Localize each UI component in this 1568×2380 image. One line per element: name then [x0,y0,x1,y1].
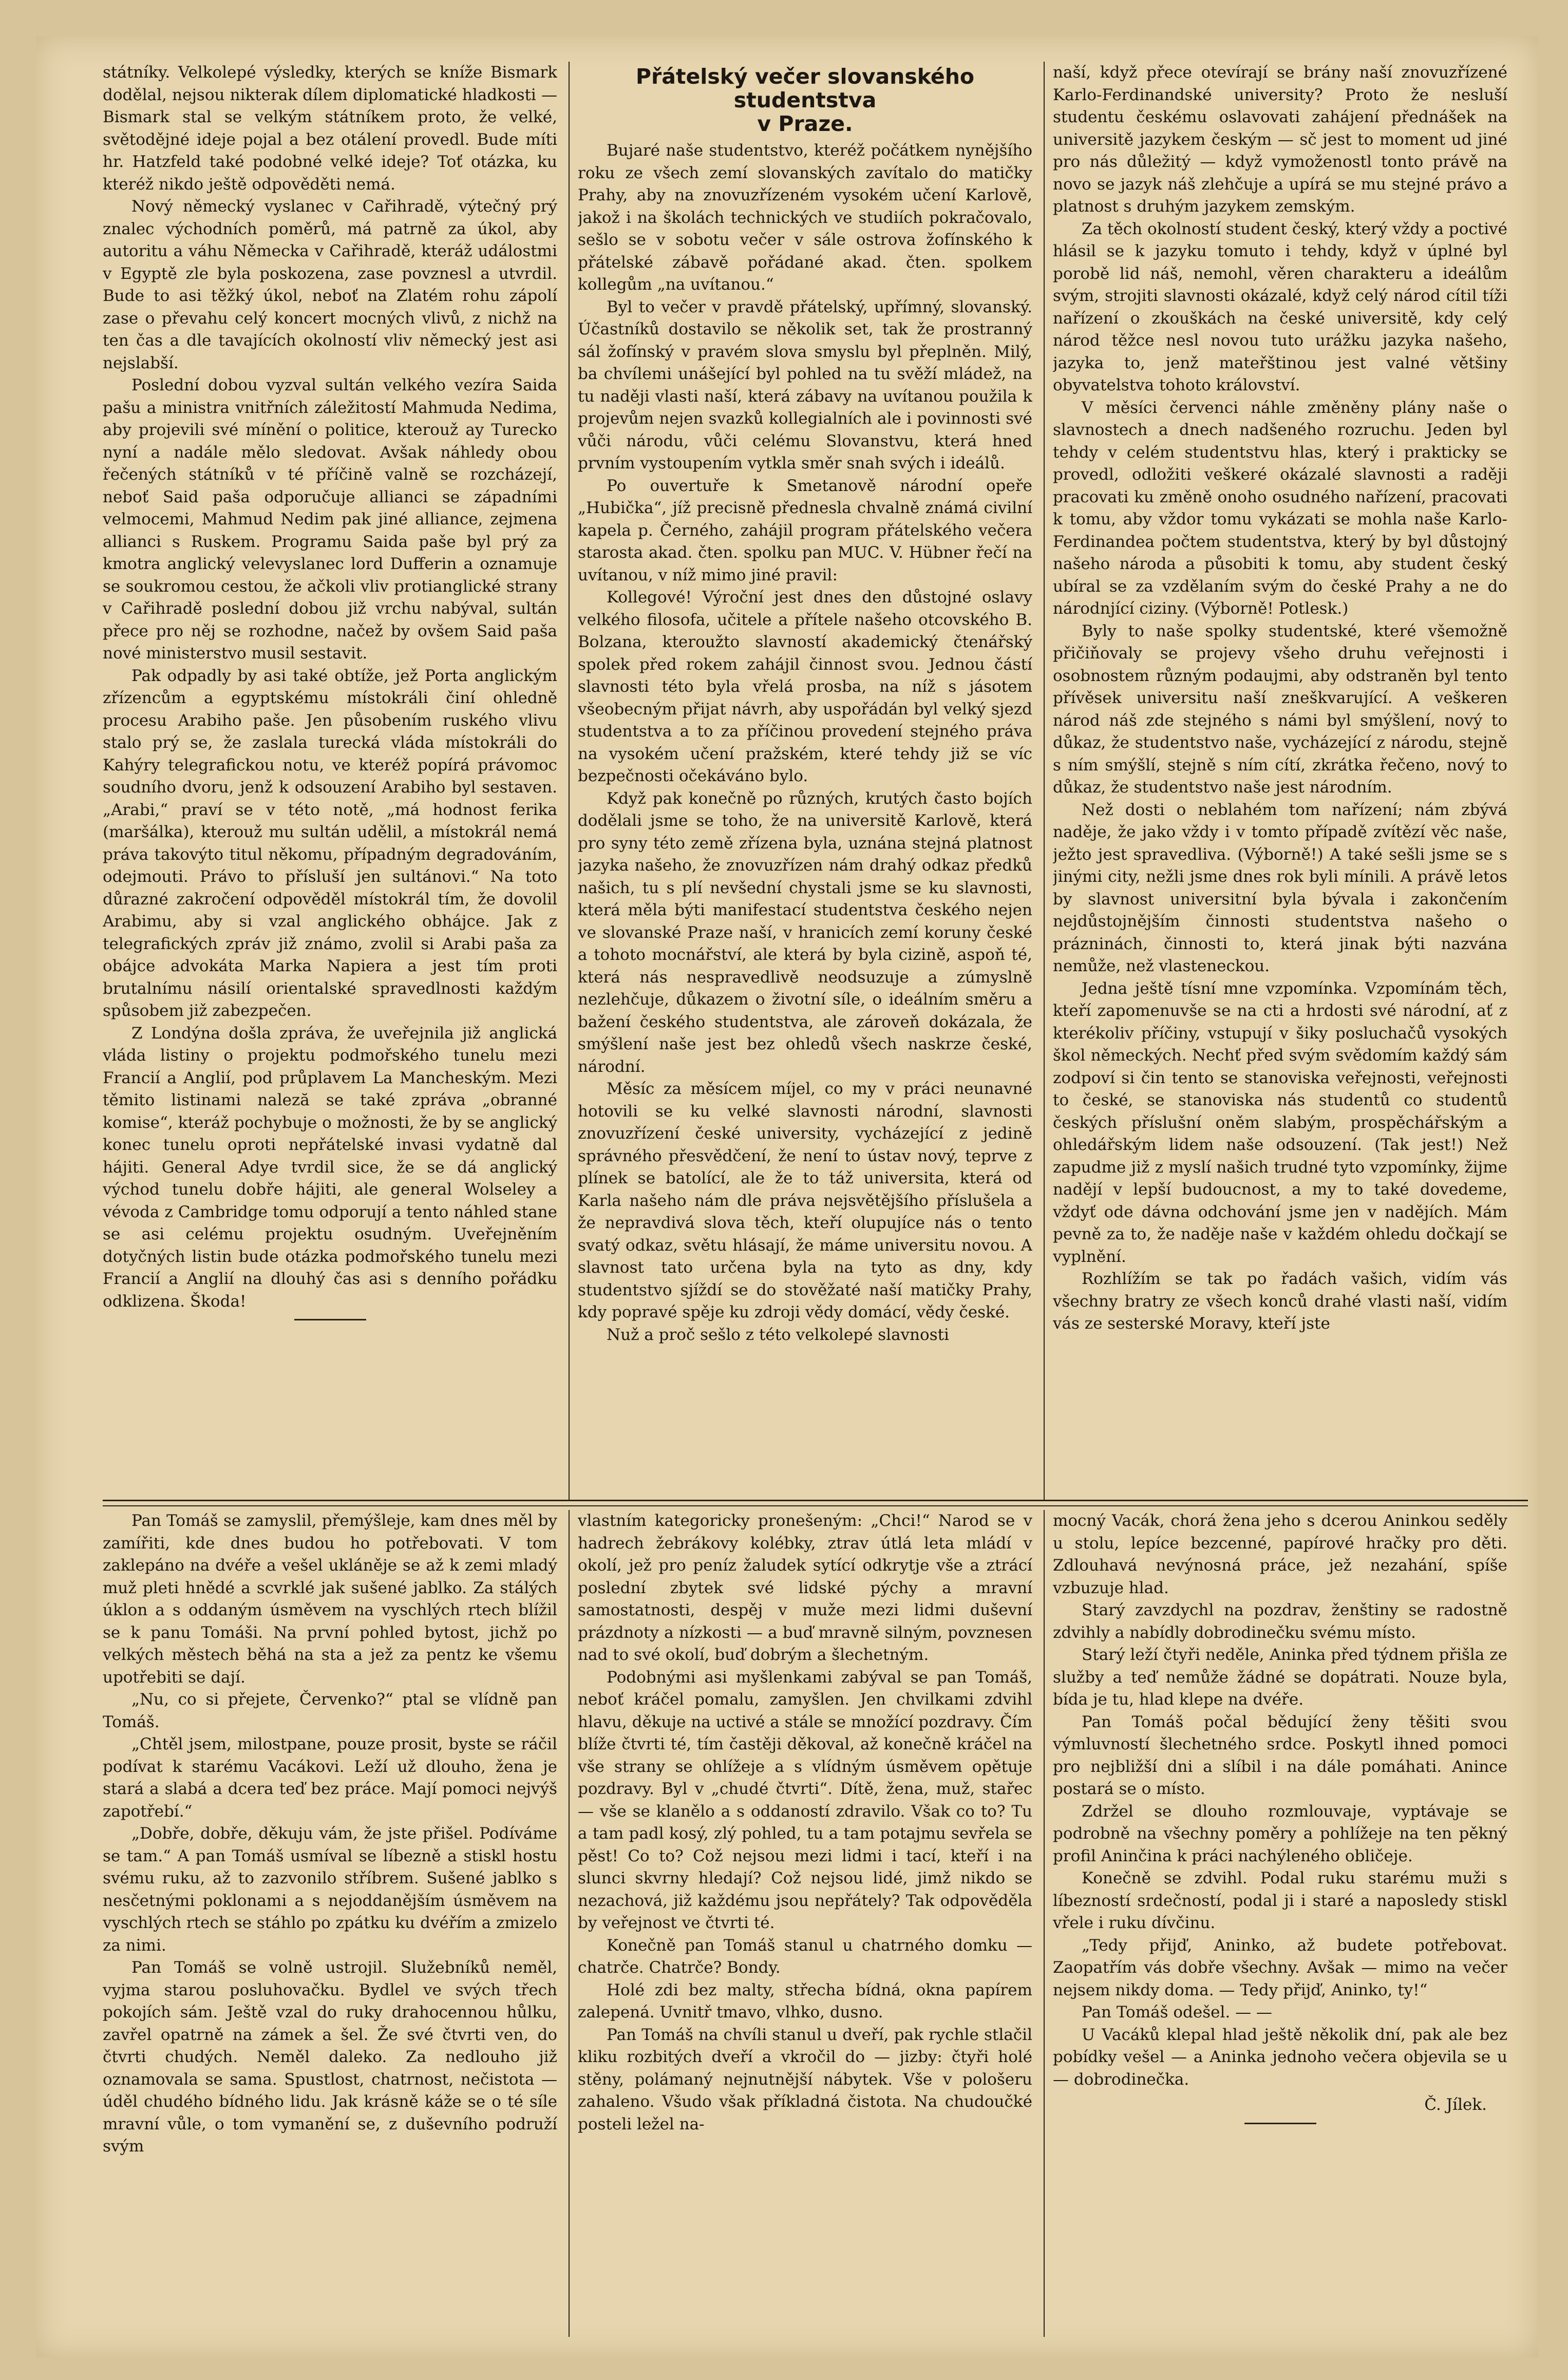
paragraph: Jedna ještě tísní mne vzpomínka. Vzpomínám těch, kteří zapomenuvše se na cti a hrdosti své národní, ať z kterékoliv příčiny, vstupují v šiky posluchačů vysokých škol německých. Nechť před svým svědomím každý sám zodpoví si čin tento se stanoviska veřejnosti, veřejnosti to české, se stanoviska nás studentů co studentů českých příslušní oněm slabým, prospěchářským a ohledářským lidem naše odsouzení. (Tak jest!) Než zapudme již z myslí našich trudné tyto vzpomínky, žijme nadějí v lepší budoucnost, a my to také dovedeme, vždyť ode dávna odchování jsme jen v nadějích. Mám pevně za to, že naděje naše v každém ohledu dočkají se vyplnění. [1053,979,1507,1266]
paragraph: Konečně pan Tomáš stanul u chatrného domku — chatrče. Chatrče? Bondy. [578,1936,1032,1977]
paragraph: Pan Tomáš se volně ustrojil. Služebníků neměl, vyjma starou posluhovačku. Bydlel ve svých třech pokojích sám. Ještě vzal do ruky drahocennou hůlku, zavřel opatrně na zámek a šel. Že své čtvrti ven, do čtvrti chudých. Neměl daleko. Za nedlouho již oznamovala se sama. Spustlost, chatrnost, nečistota — úděl chudého bídného lidu. Jak krásně káže se o té síle mravní vůle, o tom vymanění se, z duševního podruží svým [103,1958,557,2156]
paragraph: Nuž a proč sešlo z této velkolepé slavnosti [607,1325,949,1344]
paragraph: „Dobře, dobře, děkuju vám, že jste přišel. Podíváme se tam.“ A pan Tomáš usmíval se líbezně a stiskl hostu svému ruku, až to zazvonilo stříbrem. Sušené jablko s nesčetnými poklonami a s nejoddanějším úsměvem na vyschlých rtech se stáhlo po zpátku ku dvéřím a zmizelo za nimi. [103,1824,557,1955]
column-divider [569,62,570,1500]
paragraph: Zdržel se dlouho rozmlouvaje, vyptávaje se podrobně na všechny poměry a pohlížeje na ten pěkný profil Aninčina k práci nachýleného obličeje. [1053,1802,1507,1865]
top-column-3 [1053,62,1507,1500]
paragraph: Poslední dobou vyzval sultán velkého vezíra Saida pašu a ministra vnitřních záležitostí Mahmuda Nedima, aby projevili své mínění o politice, kterouž ay Turecko nyní a nadále mělo sledovat. Avšak náhledy obou řečených státníků v té příčině valně se rozcházejí, neboť Said paša odporučuje allianci se západními velmocemi, Mahmud Nedim pak jiné alliance, zejmena allianci s Ruskem. Programu Saida paše byl prý za kmotra anglický velevyslanec lord Dufferin a oznamuje se soukromou cestou, že ačkoli vliv protianglické strany v Cařihradě poslední dobou již vrchu nabýval, sultán přece pro něj se rozhodne, načež by ovšem Said paša nové ministerstvo musil sestavit. [103,376,557,663]
bottom-column-1 [103,1510,557,2337]
paragraph: Pan Tomáš počal bědující ženy těšiti svou výmluvností šlechetného srdce. Poskytl ihned pomoci pro nejbližší dni a slíbil i na dále pomáhati. Anince postará se o místo. [1053,1712,1507,1798]
column-divider [1044,1510,1045,2337]
bottom-column-3 [1053,1510,1507,2337]
paragraph: Nový německý vyslanec v Cařihradě, výtečný prý znalec východních poměrů, má patrně za úkol, aby autoritu a váhu Německa v Cařihradě, kteráž událostmi v Egyptě zle byla poskozena, zase povznesl a utvrdil. Bude to asi těžký úkol, neboť na Zlatém rohu zápolí zase o převahu celý koncert mocných vlivů, z nichž na ten čas a dle tavajících okolností vliv německý jest asi nejslabší. [103,197,557,372]
paragraph: V měsíci červenci náhle změněny plány naše o slavnostech a dnech nadšeného rozruchu. Jeden byl tehdy v celém studentstvu hlas, který i prakticky se provedl, odložiti veškeré okázalé slavnosti a raději pracovati ku změně onoho osudného nařízení, pracovati k tomu, aby vždor tomu vykázati se mohla naše Karlo-Ferdinandea počtem studentstva, který by byl důstojný našeho národa a působiti k tomu, aby student český ubíral se za vzdělaním svým do české Prahy a ne do národnjící ciziny. (Výborně! Potlesk.) [1053,398,1507,618]
paragraph: Když pak konečně po různých, krutých často bojích dodělali jsme se toho, že na universitě Karlově, která pro syny této země zřízena byla, uznána stejná platnost jazyka našeho, že znovuzřízen nám drahý odkaz předků našich, tu s plí nevšední chystali jsme se ku slavnosti, která měla býti manifestací studentstva českého nejen ve slovanské Praze naší, v hranicích zemí koruny české a tohoto mocnářství, ale která by byla cizině, aspoň té, která nás nespravedlivě neodsuzuje a zúmyslně nezlehčuje, důkazem o životní síle, o ideálním směru a bažení českého studentstva, ale zároveň dokázala, že smýšlení naše jest bez ohledů všech naskrze české, národní. [578,789,1032,1076]
top-column-1 [103,62,557,1500]
newspaper-page [36,36,1538,2357]
paragraph: Pan Tomáš odešel. — — [1082,2003,1272,2022]
paragraph: Pak odpadly by asi také obtíže, jež Porta anglickým zřízencům a egyptskému místokráli činí ohledně procesu Arabiho paše. Jen působením ruského vlivu stalo prý se, že zaslala turecká vláda místokráli do Kahýry telegrafickou notu, ve kteréž popírá právomoc soudního dvoru, jenž k odsouzení Arabiho byl sestaven. „Arabi,“ praví se v této notě, „má hodnost ferika (maršálka), kterouž mu sultán udělil, a místokrál nemá práva takovýto titul někomu, případným degradováním, odejmouti. Právo to přísluší jen sultánovi.“ Na toto důrazné zakročení odpověděl místokrál tím, že dovolil Arabimu, aby si vzal anglického obhájce. Jak z telegrafických zpráv již známo, zvolil si Arabi paša za obájce advokáta Marka Napiera a jest tím proti brutalnímu násilí orientalské spravedlnosti každým spůsobem již zabezpečen. [103,666,557,1020]
paragraph: Konečně se zdvihl. Podal ruku starému muži s líbezností srdečností, podal ji i staré a naposledy stiskl vřele i ruku dívčinu. [1053,1869,1507,1932]
headline-line-2: v Praze. [757,111,853,136]
bottom-column-2 [578,1510,1032,2337]
paragraph: státníky. Velkolepé výsledky, kterých se kníže Bismark dodělal, nejsou nikterak dílem diplomatické hladkosti — Bismark stal se velkým státníkem proto, že velké, světodějné ideje pojal a bez otálení provedl. Bude míti hr. Hatzfeld také podobné velké ideje? Toť otázka, ku kteréž nikdo ještě odpověděti nemá. [103,63,557,194]
paragraph: „Chtěl jsem, milostpane, pouze prosit, byste se ráčil podívat k starému Vacákovi. Leží už dlouho, žena je stará a slabá a dcera teď bez práce. Mají pomoci nejvýš zapotřebí.“ [103,1735,557,1821]
paragraph: Než dosti o neblahém tom nařízení; nám zbývá naděje, že jako vždy i v tomto případě zvítězí věc naše, ježto jest spravedliva. (Výborně!) A také sešli jsme se s jinými city, nežli jsme dnes rok byli mínili. A právě letos by slavnost universitní byla bývala i zakončením nejdůstojnějším činnosti studentstva našeho o prázninách, činnosti to, která jinak býti nazvána nemůže, než vlasteneckou. [1053,800,1507,975]
feuilleton-section [103,1510,1528,2337]
paragraph: mocný Vacák, chorá žena jeho s dcerou Aninkou seděly u stolu, lepíce bezcenné, papírové hračky pro děti. Zdlouhavá nevýnosná práce, jež nezahání, spíše vzbuzuje hlad. [1053,1512,1507,1597]
top-section [103,62,1528,1500]
paragraph: Za těch okolností student český, který vždy a poctivé hlásil se k jazyku tomuto i tehdy, když v úplné byl porobě lid náš, nemohl, věren charakteru a ideálům svým, strojiti slavnosti okázalé, když celý národ cítil tíži nařízení o zkouškách na české universitě, kdy celý národ těžce nesl novou tuto urážku jazyka našeho, jazyka to, jenž mateřštinou jest valné většiny obyvatelstva tohoto království. [1053,219,1507,394]
article-headline [578,65,1032,136]
paragraph: U Vacáků klepal hlad ještě několik dní, pak ale bez pobídky vešel — a Aninka jednoho večera objevila se u — dobrodinečka. [1053,2025,1507,2089]
paragraph: Holé zdi bez malty, střecha bídná, okna papírem zalepená. Uvnitř tmavo, vlhko, dusno. [578,1980,1032,2022]
paragraph: Pan Tomáš na chvíli stanul u dveří, pak rychle stlačil kliku rozbitých dveří a vkročil do — jizby: čtyři holé stěny, polámaný nejnutnější nábytek. Vše v pološeru zahaleno. Všudo však příkladná čistota. Na chudoučké posteli ležel na- [578,2025,1032,2133]
paragraph: Podobnými asi myšlenkami zabýval se pan Tomáš, neboť kráčel pomalu, zamyšlen. Jen chvilkami zdvihl hlavu, děkuje na uctivé a stále se množící pozdravy. Čím blíže čtvrti té, tím častěji děkoval, až konečně kráčel na vše strany se ohlížeje a s vlídným úsměvem opětuje pozdravy. Byl v „chudé čtvrti“. Dítě, žena, muž, stařec — vše se klanělo a s oddaností zdravilo. Však co to? Tu a tam padl kosý, zlý pohled, tu a tam potajmu sevřela se pěst! Co to? Což nejsou mezi lidmi i tací, kteří i na slunci skvrny hledají? Což nejsou lidé, jimž nikdo se nezachová, již každému jsou nepřátely? Tak odpověděla by veřejnost ve čtvrti té. [578,1668,1032,1932]
paragraph: Byly to naše spolky studentské, které všemožně přičiňovaly se projevy všeho druhu veřejnosti i osobnostem různým podaujmi, aby odstraněn byl tento přívěsek universitu naší zneškvarující. A veškeren národ náš zde stejného s námi byl smýšlení, nový to důkaz, že studentstvo naše, vycházející z národu, stejně s ním smýšlí, stejně s ním cítí, zkrátka řečeno, nový to důkaz, že studentstvo naše jest národním. [1053,621,1507,797]
paragraph: Měsíc za měsícem míjel, co my v práci neunavné hotovili se ku velké slavnosti národní, slavnosti znovuzřízení české university, vycházející z jedině správného přesvědčení, že není to ústav nový, teprve z plínek se batolící, ale že to táž universita, která od Karla našeho nám dle práva nejsvětějšího příslušela a že nepravdivá slova těch, kteří olupujíce nás o tento svatý odkaz, světu hlásají, že máme universitu novou. A slavnost tato určena byla na tyto as dny, kdy studentstvo sjíždí se do stověžaté naší matičky Prahy, kdy popravé spěje ku zdroji vědy domácí, vědy české. [578,1080,1032,1321]
paragraph: Rozhlížím se tak po řadách vašich, vidím vás všechny bratry ze všech konců drahé vlasti naší, vidím vás ze sesterské Moravy, kteří jste [1053,1270,1507,1333]
paragraph: Starý zavzdychl na pozdrav, ženštiny se radostně zdvihly a nabídly dobrodinečku svému místo. [1053,1601,1507,1642]
paragraph: Pan Tomáš se zamyslil, přemýšleje, kam dnes měl by zamířiti, kde dnes budou ho potřebovati. V tom zaklepáno na dvéře a vešel ukláněje se až k zemi mladý muž pleti hnědé a scvrklé jak sušené jablko. Za stálých úklon a s oddaným úsměvem na vyschlých rtech blížil se k panu Tomáši. Na první pohled bytost, jichž po velkých městech běhá na sta a jež za pentz ke všemu upotřebiti se dají. [103,1512,557,1687]
paragraph: Kollegové! Výroční jest dnes den důstojné oslavy velkého filosofa, učitele a přítele našeho otcovského B. Bolzana, kteroužto slavností akademický čtenářský spolek před rokem zahájil činnost svou. Jednou částí slavnosti této byla vřelá prosba, na níž s jásotem všeobecným přijat návrh, aby uspořádán byl velký sjezd studentstva a to za příčinou provedení stejného práva na vysokém učení pražském, které tehdy již se víc bezpečnosti očekáváno bylo. [578,588,1032,785]
paragraph: Z Londýna došla zpráva, že uveřejnila již anglická vláda listiny o projektu podmořského tunelu mezi Francií a Anglií, pod průplavem La Mancheským. Mezi těmito listinami naleză se také zpráva „obranné komise“, kteráž pochybuje o možnosti, že by se anglický konec tunelu oproti nepřátelské invasi vydatně dal hájiti. General Adye tvrdil sice, že se dá anglický východ tunelu dobře hájiti, ale general Wolseley a vévoda z Cambridge tomu odporují a tento náhled stane se asi celému projektu osudným. Uveřejněním dotyčných listin bude otázka podmořského tunelu mezi Francií a Anglií na dlouhý čas asi s denního pořádku odklizena. Škoda! [103,1024,557,1311]
paragraph: „Tedy přijď, Aninko, až budete potřebovat. Zaopatřím vás dobře všechny. Avšak — mimo na večer nejsem nikdy doma. — Tedy přijď, Aninko, ty!“ [1053,1936,1507,1999]
column-divider [569,1510,570,2337]
top-column-2 [578,62,1032,1500]
paragraph: Bujaré naše studentstvo, kteréž počátkem nynějšího roku ze všech zemí slovanských zavítalo do matičky Prahy, aby na znovuzřízeném vysokém učení Karlově, jakož i na školách technických ve studiích pokračovalo, sešlo se v sobotu večer v sále ostrova žofínského k přátelské zábavě pořádané akad. čten. spolkem kollegům „na uvítanou.“ [578,141,1032,294]
author-signature: Č. Jílek. [1424,2095,1487,2114]
end-rule [1244,2123,1316,2124]
paragraph: naší, když přece otevírají se brány naší znovuzřízené Karlo-Ferdinandské university? Proto že nesluší studentu českému oslavovati zahájení přednášek na universitě jazykem českým — sč jest to moment ud jiné pro nás důležitý — když vymoženostl tonto právě na novo se jazyk náš zlehčuje a upírá se mu stejné právo a platnost s druhým jazykem zemským. [1053,63,1507,216]
headline-line-1: Přátelský večer slovanského studentstva [635,64,975,112]
end-rule [294,1319,366,1320]
column-divider [1044,62,1045,1500]
paragraph: „Nu, co si přejete, Červenko?“ ptal se vlídně pan Tomáš. [103,1690,557,1731]
paragraph: Po ouvertuře k Smetanově národní opeře „Hubička“, jíž precisně přednesla chvalně známá civilní kapela p. Černého, zahájil program přátelského večera starosta akad. čten. spolku pan MUC. V. Hübner řečí na uvítanou, v níž mimo jiné pravil: [578,476,1032,584]
paragraph: Starý leží čtyři neděle, Aninka před týdnem přišla ze služby a teď nemůže žádné se dopátrati. Nouze byla, bída je tu, hlad klepe na dvéře. [1053,1646,1507,1709]
paragraph: vlastním kategoricky pronešeným: „Chci!“ Narod se v hadrech žebrákovy kolébky, ztrav útlá leta mládí v okolí, jež pro peníz žaludek sytící odkrytje vše a ztrácí poslední zbytek své lidské pýchy a mravní samostatnosti, despěj v muže mezi lidmi duševní prázdnoty a nízkosti — a buď mravně silným, povznesen nad to své okolí, buď dobrým a šlechetným. [578,1512,1032,1664]
section-divider [103,1500,1528,1506]
paragraph: Byl to večer v pravdě přátelský, upřímný, slovanský. Účastníků dostavilo se několik set, tak že prostranný sál žofínský v pravém slova smyslu byl přeplněn. Milý, ba chvílemi unášející byl pohled na tu svěží mládež, na tu naději vlasti naší, která zábavy na uvítanou použila k projevům nejen svazků kollegialních ale i povinnosti své vůči národu, vůči celému Slovanstvu, která hned prvním vystoupením vytkla směr snah svých i ideálů. [578,297,1032,473]
